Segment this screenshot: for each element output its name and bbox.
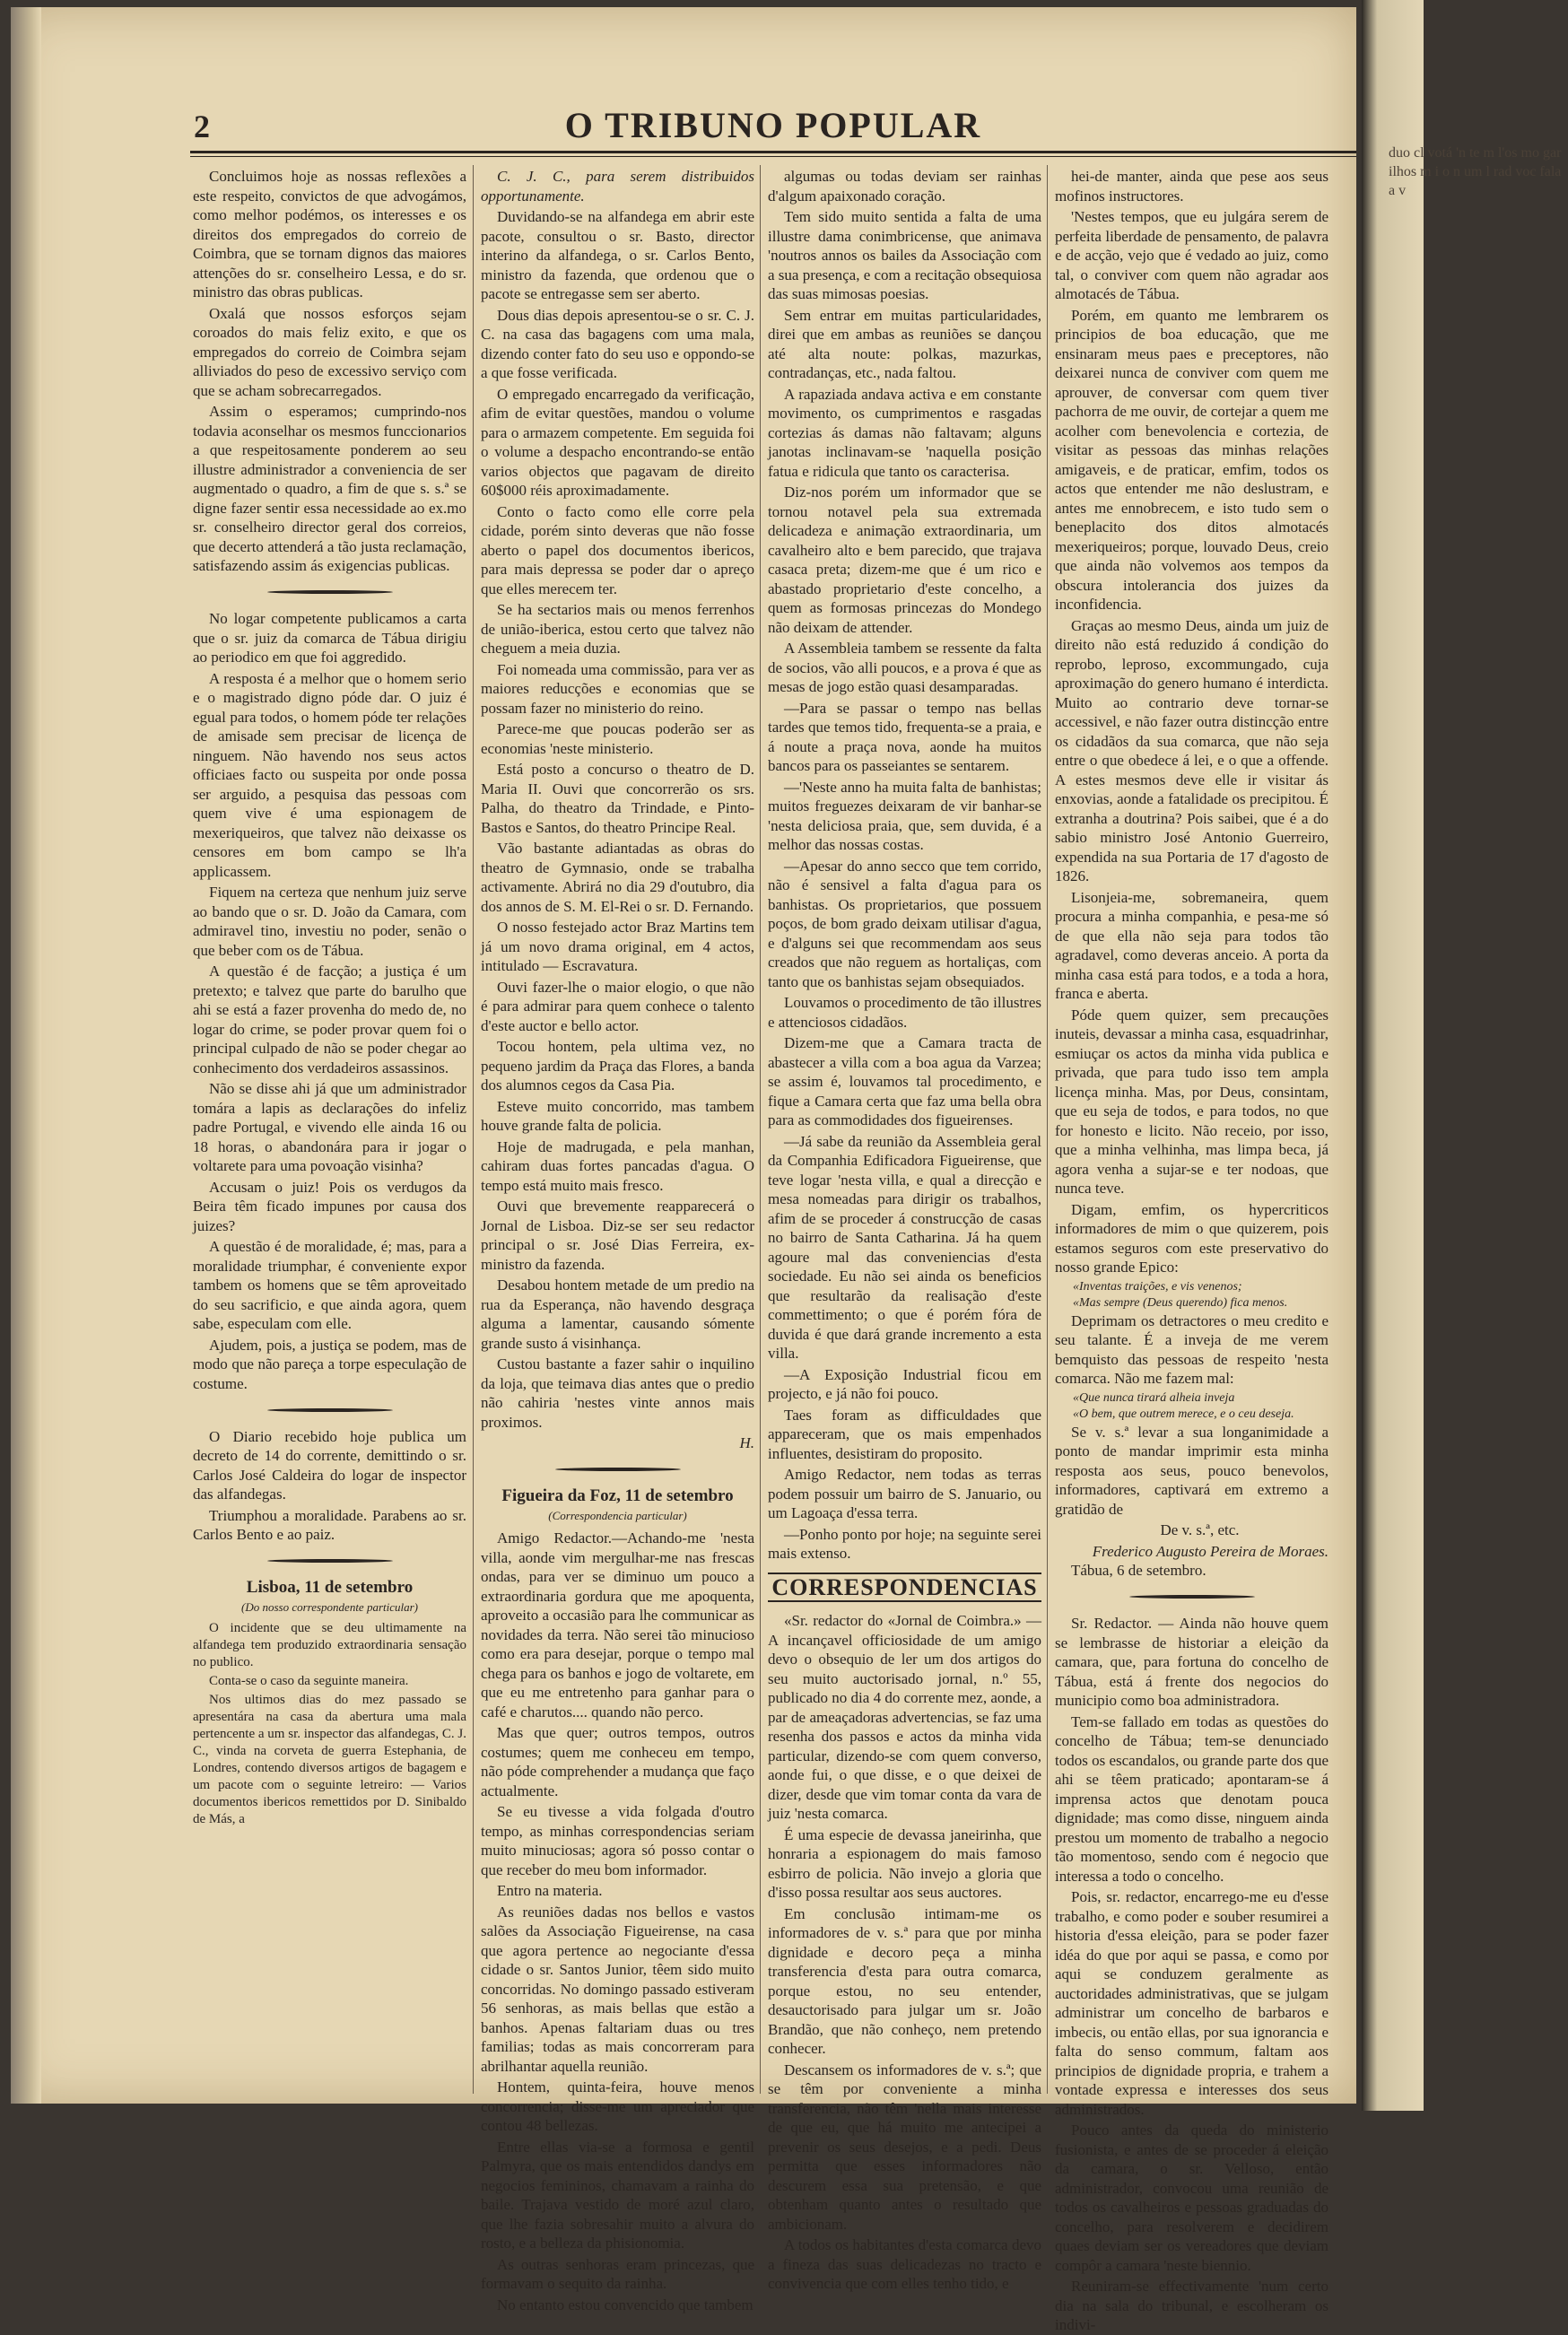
column-rule bbox=[1047, 165, 1048, 2094]
section-divider bbox=[193, 1400, 466, 1420]
section-title-correspondencias: CORRESPONDENCIAS bbox=[768, 1573, 1041, 1603]
paragraph: Assim o esperamos; cumprindo-nos todavia aconselhar os mesmos funccionarios a que respeitosamente ponderem ao seu illustre administrador a conveniencia de ser augmentado o quadro, a fim de que s. s.ª se digne fazer sentir essa necessidade ao ex.mo sr. conselheiro director geral dos correios, que decerto attenderá a tão justa reclamação, satisfazendo assim ás exigencias publicas. bbox=[193, 403, 466, 574]
paragraph: É uma especie de devassa janeirinha, que honraria a espionagem do mais famoso esbirro de policia. Não invejo a gloria que d'isso possa resultar aos seus auctores. bbox=[768, 1825, 1041, 1901]
page-number: 2 bbox=[194, 109, 210, 144]
paragraph: C. J. C., para serem distribuidos opportunamente. bbox=[481, 168, 754, 205]
paragraph: Graças ao mesmo Deus, ainda um juiz de direito não está reduzido á condição do reprobo, leproso, excommungado, cuja aproximação do genero humano é interdicta. Muito ao contrario deve tornar-se accessivel, e não fazer outra distincção entre os cidadãos da sua comarca, que não seja entre o que obedece á lei, e o que a offende. A estes mesmos deve elle ir visitar ás enxovias, aonde a fatalidade os precipitou. É extranha a doutrina? Pois saibei, que é a do sabio ministro José Antonio Guerreiro, expendida na sua Portaria de 17 d'agosto de 1826. bbox=[1055, 616, 1328, 884]
section-divider bbox=[193, 583, 466, 603]
adjacent-page-edge bbox=[1362, 0, 1562, 2111]
paragraph: A rapaziada andava activa e em constante movimento, os cumprimentos e rasgadas cortezias ás damas não faltavam; alguns janotas inclinavam-se 'naquella posição fatua e ridicula que tanto os caracterisa. bbox=[768, 385, 1041, 480]
paragraph: Conta-se o caso da seguinte maneira. bbox=[209, 1674, 409, 1688]
paragraph: A resposta é a melhor que o homem serio e o magistrado digno póde dar. O juiz é egual para todos, o homem póde ter relações de amisade sem precisar de licença de ninguem. Não havendo nos seus actos officiaes facto ou suspeita por onde possa ser arguido, a pesquisa das pessoas com quem vive é uma espionagem de mexeriqueiros, que talvez não deixasse os censores em bom campo se lh'a applicassem. bbox=[193, 669, 466, 880]
paragraph: Nos ultimos dias do mez passado se apresentára na casa da abertura uma mala pertencente a um sr. inspector das alfandegas, C. J. C., vinda na corveta de guerra Estephania, de Londres, contendo diversos artigos de bagagem e um pacote com o seguinte letreiro: — Varios documentos ibericos remettidos por D. Sinibaldo de Más, a bbox=[193, 1693, 466, 1826]
paragraph: 'Nestes tempos, que eu julgára serem de perfeita liberdade de pensamento, de palavra e de acção, vejo que é vedado ao juiz, como tal, o conviver com quem não agradar aos almotacés de Tábua. bbox=[1055, 208, 1328, 302]
paragraph: Duvidando-se na alfandega em abrir este pacote, consultou o sr. Basto, director interino da alfandega, o sr. Carlos Bento, ministro da fazenda, que ordenou que o pacote se entregasse sem ser aberto. bbox=[481, 208, 754, 302]
column-rule bbox=[473, 165, 474, 2094]
column-1 bbox=[193, 167, 466, 2095]
signature: H. bbox=[739, 1434, 754, 1451]
paragraph: Mas que quer; outros tempos, outros costumes; quem me conheceu em tempo, não póde comprehender a mudança que faço actualmente. bbox=[481, 1724, 754, 1799]
paragraph: Amigo Redactor.—Achando-me 'nesta villa, aonde vim mergulhar-me nas frescas ondas, para ver se diminuo um pouco a extraordinaria gordura que me apoquenta, aproveito a occasião para lhe communicar as novidades da terra. Não serei tão minucioso como era para desejar, porque o tempo mal chega para os banhos e jogo de voltarete, em que eu me entretenho para ganhar para o café e charutos.... quando não perco. bbox=[481, 1529, 754, 1721]
paragraph: Porém, em quanto me lembrarem os principios de boa educação, que me ensinaram meus paes e preceptores, não deixarei nunca de conviver com quem me aprouver, de conversar com quem tiver pachorra de me ouvir, de cortejar a quem me acolher com benevolencia e cortezia, de visitar as pessoas das minhas relações amigaveis, e de praticar, emfim, todos os actos que entender me não deslustram, e antes me ennobrecem, e isto tudo sem o beneplacito dos ditos almotacés mexeriqueiros; porque, louvado Deus, creio que ainda não volvemos aos tempos da obscura intolerancia dos juizes da inconfidencia. bbox=[1055, 306, 1328, 613]
paragraph: —Ponho ponto por hoje; na seguinte serei mais extenso. bbox=[768, 1525, 1041, 1562]
paragraph: Tocou hontem, pela ultima vez, no pequeno jardim da Praça das Flores, a banda dos alumnos cegos da Casa Pia. bbox=[481, 1038, 754, 1093]
paragraph: —Apesar do anno secco que tem corrido, não é sensivel a falta d'agua para os banhistas. Os proprietarios, que possuem poços, de bom grado deixam utilisar d'agua, e d'alguns sei que recommendam aos seus creados que não reguem as hortaliças, com tanto que os banhistas sejam obsequiados. bbox=[768, 857, 1041, 990]
paragraph: «Sr. redactor do «Jornal de Coimbra.» — A incançavel officiosidade de um amigo devo o obsequio de ler um dos artigos do seu muito auctorisado jornal, n.º 55, publicado no dia 4 do corrente mez, aonde, a par de ameaçadoras advertencias, se faz uma resenha dos passos e actos da minha vida particular, dizendo-se com quem converso, aonde fui, o que disse, e o que deixei de dizer, desde que vim tomar conta da vara de juiz 'nesta comarca. bbox=[768, 1612, 1041, 1822]
paragraph: Dizem-me que a Camara tracta de abastecer a villa com a boa agua da Varzea; se assim é, louvamos tal procedimento, e fique a Camara certa que faz uma bella obra para as commodidades dos figueirenses. bbox=[768, 1034, 1041, 1128]
signature: Frederico Augusto Pereira de Moraes. bbox=[1092, 1542, 1328, 1560]
column-3 bbox=[768, 167, 1041, 2292]
paragraph: O nosso festejado actor Braz Martins tem já um novo drama original, em 4 actos, intitulado — Escravatura. bbox=[481, 919, 754, 974]
paragraph: Louvamos o procedimento de tão illustres e attenciosos cidadãos. bbox=[768, 994, 1041, 1031]
adjacent-page-text: duo cl votá 'n te m l'os mo gar ilhos m i o n um l rad voc fala a v bbox=[1389, 145, 1562, 198]
paragraph: Está posto a concurso o theatro de D. Maria II. Ouvi que concorrerão os srs. Palha, do theatro da Trindade, e Pinto-Bastos e Santos, do theatro Principe Real. bbox=[481, 761, 754, 836]
paragraph: Ouvi que brevemente reapparecerá o Jornal de Lisboa. Diz-se ser seu redactor principal o sr. José Dias Ferreira, ex-ministro da fazenda. bbox=[481, 1198, 754, 1273]
paragraph: Hontem, quinta-feira, houve menos concorrencia; disse-me um apreciador que contou 48 bellezas. bbox=[481, 2078, 754, 2134]
paragraph: Vão bastante adiantadas as obras do theatro de Gymnasio, onde se trabalha activamente. Abrirá no dia 29 d'outubro, dia dos annos de S. M. El-Rei o sr. D. Fernando. bbox=[481, 840, 754, 915]
column-rule bbox=[760, 165, 761, 2094]
paragraph: A questão é de moralidade, é; mas, para a moralidade triumphar, é conveniente expor tambem os homens que se têm aproveitado do seu sacrificio, e que ainda agora, quem sabe, especulam com elle. bbox=[193, 1238, 466, 1332]
paragraph: A questão é de facção; a justiça é um pretexto; e talvez que parte do barulho que ahi se está a fazer provenha do medo de, no logar do crime, se poder provar quem foi o principal culpado de não se poder chegar ao conhecimento dos verdadeiros assassinos. bbox=[193, 963, 466, 1076]
paragraph: Sr. Redactor. — Ainda não houve quem se lembrasse de historiar a eleição da camara, que, para fortuna do concelho de Tábua, está á frente dos negocios do municipio como boa administradora. bbox=[1055, 1615, 1328, 1709]
verse-line: «O bem, que outrem merece, e o ceu deseja. bbox=[1073, 1407, 1294, 1421]
header-rule-thin bbox=[190, 156, 1356, 157]
paragraph: Conto o facto como elle corre pela cidade, porém sinto deveras que não fosse aberto o papel dos documentos ibericos, para mais depressa se poder dar o apreço que elles merecem ter. bbox=[481, 502, 754, 597]
column-2 bbox=[481, 167, 754, 2313]
dateline: Tábua, 6 de setembro. bbox=[1071, 1562, 1206, 1579]
paragraph: Tem sido muito sentida a falta de uma illustre dama conimbricense, que animava 'noutros annos os bailes da Associação com a sua presença, e com a recitação obsequiosa das suas mimosas poesias. bbox=[768, 208, 1041, 302]
paragraph: —Para se passar o tempo nas bellas tardes que temos tido, frequenta-se a praia, e á noute a praça nova, aonde ha muitos bancos para os passeiantes se sentarem. bbox=[768, 699, 1041, 774]
paragraph: Ouvi fazer-lhe o maior elogio, o que não é para admirar para quem conhece o talento d'este auctor e bello actor. bbox=[481, 978, 754, 1034]
paragraph: Accusam o juiz! Pois os verdugos da Beira têm ficado impunes por causa dos juizes? bbox=[193, 1178, 466, 1234]
paragraph: O empregado encarregado da verificação, afim de evitar questões, mandou o volume para o armazem competente. Em seguida foi o volume a despacho encontrando-se então varios objectos que pagavam de direito 60$000 réis aproximadamente. bbox=[481, 385, 754, 499]
paragraph: algumas ou todas deviam ser rainhas d'algum apaixonado coração. bbox=[768, 168, 1041, 205]
paragraph: Descansem os informadores de v. s.ª; que se têm por conveniente a minha transferencia, não têm 'nella mais interesse de que eu, que há muito me antecipei a prevenir os seus desejos, e a pedi. Deus permitta que esses informadores não descurem essa sua pretensão, e que obtenham quanto antes o resultado que ambicionam. bbox=[768, 2061, 1041, 2233]
paragraph: Pouco antes da queda do ministerio fusionista, e antes de se proceder á eleição da camara, o sr. Velloso, então administrador, convocou uma reunião de todos os cavalheiros e pessoas graduadas do concelho, para resolverem e decidirem quaes deviam ser os vereadores que deviam compôr a camara 'neste biennio. bbox=[1055, 2122, 1328, 2274]
paragraph: O incidente que se deu ultimamente na alfandega tem produzido extraordinaria sensação no publico. bbox=[193, 1621, 466, 1669]
paragraph: Sem entrar em muitas particularidades, direi que em ambas as reuniões se dançou até alta noute: polkas, mazurkas, contradanças, etc., nada faltou. bbox=[768, 306, 1041, 381]
newspaper-title: O TRIBUNO POPULAR bbox=[564, 105, 982, 145]
section-divider bbox=[481, 1460, 754, 1480]
paragraph: Ajudem, pois, a justiça se podem, mas de modo que não pareça a torpe especulação de costume. bbox=[193, 1336, 466, 1392]
section-title-lisboa: Lisboa, 11 de setembro bbox=[246, 1578, 414, 1597]
paragraph: Hoje de madrugada, e pela manhan, cahiram duas fortes pancadas d'agua. O tempo está muito mais fresco. bbox=[481, 1137, 754, 1194]
paragraph: —Já sabe da reunião da Assembleia geral da Companhia Edificadora Figueirense, que teve logar 'nesta villa, e qual a direcção e mesa nomeadas para dirigir os trabalhos, afim de se proceder á construcção de casas no bairro de Santa Catharina. Já ha quem agoure mal das conveniencias d'esta sociedade. Eu não sei ainda os beneficios que resultarão da realisação d'este commettimento; o que é porém fóra de duvida é que dará grande incremento a esta villa. bbox=[768, 1132, 1041, 1362]
paragraph: Dous dias depois apresentou-se o sr. C. J. C. na casa das bagagens com uma mala, dizendo conter fato do seu uso e oppondo-se a que fosse verificada. bbox=[481, 306, 754, 381]
header-rule bbox=[190, 151, 1356, 153]
paragraph: Pois, sr. redactor, encarrego-me eu d'esse trabalho, e como poder e souber resumirei a historia d'essa eleição, para se poder fazer idéa do que por aqui se passa, e como por aqui se conduzem geralmente as auctoridades administrativas, que se julgam administrar um concelho de barbaros e imbecis, ou então ellas, por sua ignorancia e falta do senso commum, faltam aos principios de dignidade propria, e trahem a vontade expressa e interesses dos seus administrados. bbox=[1055, 1888, 1328, 2118]
paragraph: Se v. s.ª levar a sua longanimidade a ponto de mandar imprimir esta minha resposta aos seus, pouco benevolos, informadores, captivará em extremo a gratidão de bbox=[1055, 1423, 1328, 1518]
paragraph: Concluimos hoje as nossas reflexões a este respeito, convictos de que advogámos, como melhor podémos, os interesses e os direitos dos empregados do correio de Coimbra, que se tornam dignos das maiores attenções do sr. conselheiro Lessa, e do sr. ministro das obras publicas. bbox=[193, 168, 466, 301]
section-subtitle: (Correspondencia particular) bbox=[548, 1508, 687, 1522]
paragraph: Fiquem na certeza que nenhum juiz serve ao bando que o sr. D. João da Camara, com admiravel tino, investiu no poder, senão o que beber com os de Tábua. bbox=[193, 884, 466, 959]
paragraph: A Assembleia tambem se ressente da falta de socios, vão alli poucos, e a prova é que as mesas de jogo estão quasi desamparadas. bbox=[768, 640, 1041, 695]
paragraph: Triumphou a moralidade. Parabens ao sr. Carlos Bento e ao paiz. bbox=[193, 1506, 466, 1543]
paragraph: Diz-nos porém um informador que se tornou notavel pela sua extremada delicadeza e animação extraordinaria, um cavalheiro alto e bem parecido, que trajava casaca preta; dizem-me que é um rico e abastado proprietario d'este concelho, a quem as formosas princezas do Mondego não deixam de attender. bbox=[768, 484, 1041, 636]
paragraph: Tem-se fallado em todas as questões do concelho de Tábua; tem-se denunciado todos os escandalos, ou grande parte dos que ahi se têem praticado; apontaram-se á imprensa actos que denotam pouca dignidade; mas como disse, ninguem ainda prestou um momento de trabalho a negocio tão momentoso, sendo com é negocio que interessa a todo o concelho. bbox=[1055, 1712, 1328, 1885]
paragraph: Custou bastante a fazer sahir o inquilino da loja, que teimava dias antes que o predio não cahiria 'nestes vinte annos mais proximos. bbox=[481, 1355, 754, 1431]
paragraph: Esteve muito concorrido, mas tambem houve grande falta de policia. bbox=[481, 1097, 754, 1134]
masthead bbox=[190, 104, 1356, 149]
paragraph: Digam, emfim, os hypercriticos informadores de mim o que quizerem, pois estamos seguros com este preservativo do nosso grande Epico: bbox=[1055, 1200, 1328, 1276]
paragraph: Reuniram-se effectivamente 'num certo dia na sala do tribunal, e escolheram os indivi- bbox=[1055, 2278, 1328, 2333]
binding-edge bbox=[11, 7, 41, 2104]
paragraph: No logar competente publicamos a carta que o sr. juiz da comarca de Tábua dirigiu ao periodico em que foi aggredido. bbox=[193, 610, 466, 666]
paragraph: Se ha sectarios mais ou menos ferrenhos de união-iberica, estou certo que talvez não cheguem a meia duzia. bbox=[481, 601, 754, 657]
paragraph: Taes foram as difficuldades que appareceram, que os mais empenhados influentes, desistiram do proposito. bbox=[768, 1406, 1041, 1462]
verse-line: «Inventas traições, e vis venenos; bbox=[1073, 1279, 1242, 1294]
paragraph: As reuniões dadas nos bellos e vastos salões da Associação Figueirense, na casa que agora pertence ao negociante d'essa cidade o sr. Santos Junior, têem sido muito concorridas. No domingo passado estiveram 56 senhoras, as mais bellas que estão a banhos. Apenas faltariam duas ou tres familias; todas as mais concorreram para abrilhantar aquella reunião. bbox=[481, 1903, 754, 2075]
paragraph: Oxalá que nossos esforços sejam coroados do mais feliz exito, e que os empregados do correio de Coimbra sejam alliviados do peso de excessivo serviço com que se acham sobrecarregados. bbox=[193, 304, 466, 399]
section-divider bbox=[193, 1552, 466, 1572]
paragraph: Deprimam os detractores o meu credito e seu talante. É a inveja de me verem bemquisto das pessoas de respeito 'nesta comarca. Não me fazem mal: bbox=[1055, 1311, 1328, 1387]
section-divider bbox=[1055, 1588, 1328, 1607]
section-title-figueira: Figueira da Foz, 11 de setembro bbox=[501, 1486, 734, 1505]
paragraph: De v. s.ª, etc. bbox=[1160, 1521, 1240, 1538]
paragraph: hei-de manter, ainda que pese aos seus mofinos instructores. bbox=[1055, 168, 1328, 205]
paragraph: Foi nomeada uma commissão, para ver as maiores reducções e economias que se possam fazer no ministerio do reino. bbox=[481, 660, 754, 717]
paragraph: As outras senhoras eram princezas, que formavam o sequito da rainha. bbox=[481, 2255, 754, 2292]
paragraph: Não se disse ahi já que um administrador tomára a lapis as declarações do infeliz padre Portugal, e vivendo elle ainda 16 ou 18 horas, o abandonára para ir jogar o voltarete para uma povoação visinha? bbox=[193, 1080, 466, 1174]
verse-line: «Mas sempre (Deus querendo) fica menos. bbox=[1073, 1295, 1288, 1310]
paragraph: Parece-me que poucas poderão ser as economias 'neste ministerio. bbox=[481, 720, 754, 757]
paragraph: Desabou hontem metade de um predio na rua da Esperança, não havendo desgraça alguma a lamentar, causando sómente grande susto á visinhança. bbox=[481, 1276, 754, 1352]
paragraph: O Diario recebido hoje publica um decreto de 14 do corrente, demittindo o sr. Carlos José Caldeira do logar de inspector das alfandegas. bbox=[193, 1427, 466, 1503]
paragraph: No entanto estou convencido que tambem bbox=[497, 2296, 754, 2313]
paragraph: —A Exposição Industrial ficou em projecto, e já não foi pouco. bbox=[768, 1365, 1041, 1402]
section-subtitle: (Do nosso correspondente particular) bbox=[240, 1599, 419, 1614]
verse-line: «Que nunca tirará alheia inveja bbox=[1073, 1390, 1235, 1405]
newspaper-page bbox=[11, 7, 1356, 2333]
paragraph: Póde quem quizer, sem precauções inuteis, devassar a minha casa, esquadrinhar, esmiuçar os actos da minha vida publica e privada, que para tudo isso tem ampla licença minha. Mas, por Deus, consintam, que eu seja de todos, e para todos, no que for honesto e licito. Não receio, por isso, que a minha velhinha, mas limpa beca, já agora venha a sujar-se e ter nodoas, que nunca teve. bbox=[1055, 1006, 1328, 1197]
paragraph: —'Neste anno ha muita falta de banhistas; muitos freguezes deixaram de vir banhar-se 'nesta deliciosa praia, que, sem duvida, é a melhor das nossas costas. bbox=[768, 778, 1041, 853]
paragraph: Entre ellas via-se a formosa e gentil Palmyra, que os mais entendidos dandys em negocios femininos, chamavam a rainha do baile. Trajava vestido de moré azul claro, que lhe fazia sobresahir muito a alvura do rosto, e a belleza da phisionomia. bbox=[481, 2138, 754, 2252]
paragraph: A todos os habitantes d'esta comarca devo a fineza das suas delicadezas no tracto e convivencia que com elles tenho tido, e bbox=[768, 2236, 1041, 2292]
paragraph: Se eu tivesse a vida folgada d'outro tempo, as minhas correspondencias seriam muito minuciosas; agora só posso contar o que receber do meu bom informador. bbox=[481, 1803, 754, 1878]
paragraph: Em conclusão intimam-me os informadores de v. s.ª para que por minha dignidade e decoro peça a minha transferencia d'esta para outra comarca, porque estou, no seu entender, desauctorisado para julgar um sr. João Brandão, que não conheço, nem pretendo conhecer. bbox=[768, 1904, 1041, 2057]
paragraph: Entro na materia. bbox=[497, 1882, 603, 1899]
paragraph: Amigo Redactor, nem todas as terras podem possuir um bairro de S. Januario, ou um Lagoaça d'essa terra. bbox=[768, 1466, 1041, 1521]
paragraph: Lisonjeia-me, sobremaneira, quem procura a minha companhia, e pesa-me só de que ella não seja para todos tão agradavel, como deveras anceio. A porta da minha casa está para todos, e a toda a hora, franca e aberta. bbox=[1055, 888, 1328, 1002]
column-4 bbox=[1055, 167, 1328, 2333]
